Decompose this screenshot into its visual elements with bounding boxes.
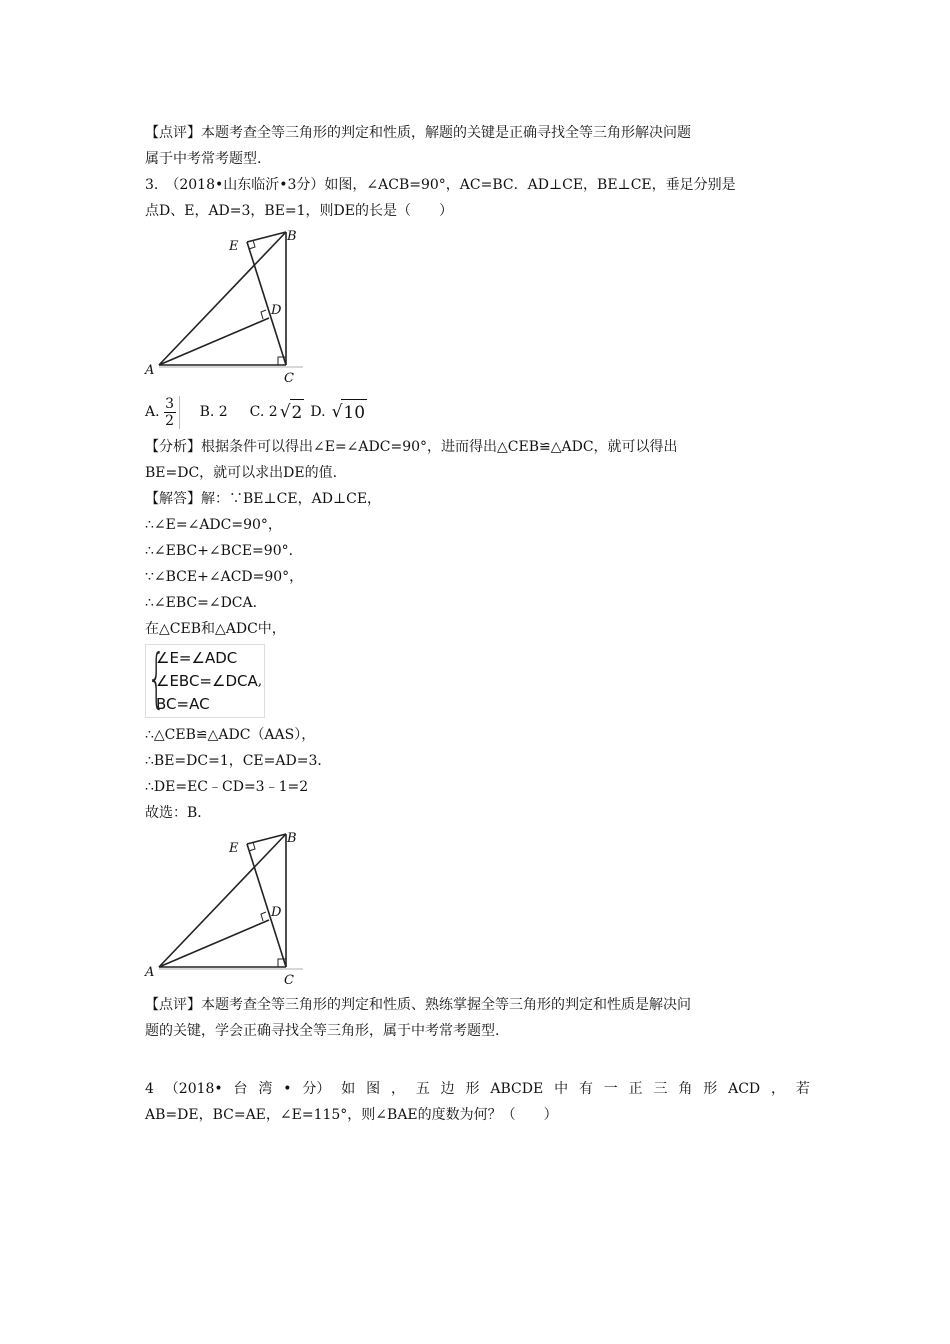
equation-system: { ∠E=∠ADC ∠EBC=∠DCA BC=AC , — [145, 644, 265, 718]
q4-stem-line2: AB=DE，BC=AE，∠E=115°，则∠BAE的度数为何？（ ） — [145, 1107, 558, 1123]
label-b: B — [287, 229, 297, 244]
solution-step: ∴DE=EC﹣CD=3﹣1=2 — [145, 779, 309, 795]
q3-answer-figure — [145, 828, 310, 988]
q3-comment-line2: 题的关键，学会正确寻找全等三角形，属于中考常考题型. — [145, 1023, 500, 1039]
q3-analysis-line1: 【分析】根据条件可以得出∠E=∠ADC=90°，进而得出△CEB≌△ADC，就可以得出 — [145, 439, 678, 455]
q3-comment-line1: 【点评】本题考查全等三角形的判定和性质、熟练掌握全等三角形的判定和性质是解决问 — [145, 997, 691, 1013]
solution-step: ∴∠EBC+∠BCE=90°． — [145, 543, 303, 559]
sqrt: √ 10 — [332, 399, 367, 426]
solution-step: 故选：B． — [145, 805, 212, 821]
label-c: C — [284, 973, 294, 988]
label-e: E — [229, 841, 239, 856]
q4-stem-line1: 4 （2018• 台 湾 • 分） 如 图 ， 五 边 形 ABCDE 中 有 一 正 三 角 形 ACD ， 若 — [145, 1081, 810, 1097]
brace: { — [147, 642, 166, 716]
system-row: BC=AC — [156, 694, 210, 713]
label-d: D — [271, 905, 282, 920]
q3-analysis-line2: BE=DC，就可以求出DE的值. — [145, 465, 338, 481]
solution-step: ∴△CEB≌△ADC（AAS）， — [145, 727, 316, 743]
solution-step: ∴BE=DC=1，CE=AD=3． — [145, 753, 332, 769]
prev-comment-line2: 属于中考常考题型. — [145, 151, 262, 167]
triangle-diagram — [145, 828, 310, 988]
solution-step: 【解答】解：∵BE⊥CE，AD⊥CE， — [145, 491, 382, 507]
option-d: D. √ 10 — [310, 399, 367, 426]
q3-figure — [145, 226, 310, 386]
solution-step: ∴∠EBC=∠DCA． — [145, 595, 267, 611]
q3-stem-line1: 3. （2018•山东临沂•3分）如图，∠ACB=90°，AC=BC．AD⊥CE，BE⊥CE，垂足分别是 — [145, 177, 736, 193]
solution-step: ∴∠E=∠ADC=90°， — [145, 517, 282, 533]
prev-comment-line1: 【点评】本题考查全等三角形的判定和性质，解题的关键是正确寻找全等三角形解决问题 — [145, 125, 691, 141]
label-d: D — [271, 303, 282, 318]
document-page — [145, 120, 810, 1128]
fraction: $\frac{3}{2}$ — [164, 396, 180, 429]
label-a: A — [145, 363, 155, 378]
label-e: E — [229, 239, 239, 254]
option-c: C. 2 √ 2 — [250, 399, 305, 426]
q3-stem-line2: 点D、E，AD=3，BE=1，则DE的长是（ ） — [145, 203, 454, 219]
system-row: ∠E=∠ADC — [156, 648, 238, 667]
sqrt: √ 2 — [280, 399, 305, 426]
option-a: A. $\frac{3}{2}$ — [145, 396, 184, 429]
label-c: C — [284, 371, 294, 386]
system-row: ∠EBC=∠DCA — [156, 671, 258, 690]
solution-step: ∵∠BCE+∠ACD=90°， — [145, 569, 304, 585]
label-b: B — [287, 831, 297, 846]
solution-step: 在△CEB和△ADC中， — [145, 621, 286, 637]
triangle-diagram — [145, 226, 310, 386]
label-a: A — [145, 965, 155, 980]
option-b: B. 2 — [199, 404, 228, 420]
q3-options — [145, 390, 810, 434]
